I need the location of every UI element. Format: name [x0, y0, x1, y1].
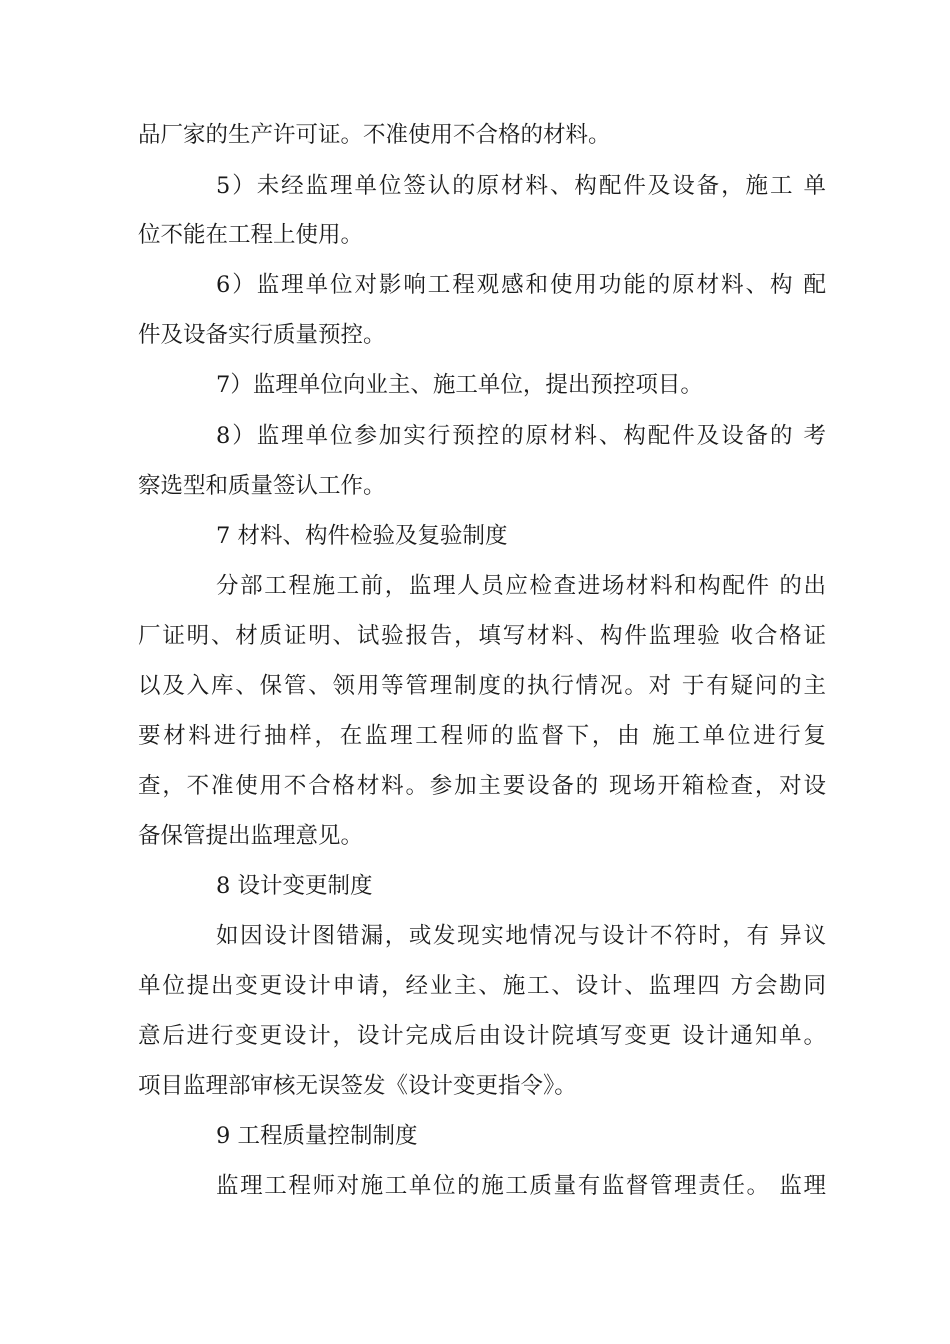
body-text-line: 品厂家的生产许可证。不准使用不合格的材料。 — [138, 122, 611, 148]
section-heading-7: 7 材料、构件检验及复验制度 — [216, 523, 508, 549]
list-item-7-line: 7）监理单位向业主、施工单位，提出预控项目。 — [216, 372, 703, 398]
section-heading-8: 8 设计变更制度 — [216, 873, 373, 899]
body-text-line: 厂证明、材质证明、试验报告，填写材料、构件监理验 收合格证 — [138, 623, 826, 649]
body-text-line: 查，不准使用不合格材料。参加主要设备的 现场开箱检查，对设 — [138, 773, 826, 799]
list-item-6-line: 6）监理单位对影响工程观感和使用功能的原材料、构 配 — [216, 272, 826, 298]
list-item-6-line: 件及设备实行质量预控。 — [138, 322, 386, 348]
body-text-line: 要材料进行抽样，在监理工程师的监督下，由 施工单位进行复 — [138, 723, 826, 749]
body-text-line: 单位提出变更设计申请，经业主、施工、设计、监理四 方会勘同 — [138, 973, 826, 999]
list-item-5-line: 位不能在工程上使用。 — [138, 222, 364, 248]
body-text-line: 备保管提出监理意见。 — [138, 823, 364, 849]
body-text-line: 如因设计图错漏，或发现实地情况与设计不符时，有 异议 — [216, 923, 826, 949]
list-item-5-line: 5）未经监理单位签认的原材料、构配件及设备，施工 单 — [216, 173, 826, 199]
list-item-8-line: 8）监理单位参加实行预控的原材料、构配件及设备的 考 — [216, 423, 826, 449]
body-text-line: 项目监理部审核无误签发《设计变更指令》。 — [138, 1073, 577, 1099]
body-text-line: 以及入库、保管、领用等管理制度的执行情况。对 于有疑问的主 — [138, 673, 826, 699]
body-text-line: 监理工程师对施工单位的施工质量有监督管理责任。 监理 — [216, 1173, 826, 1199]
body-text-line: 分部工程施工前，监理人员应检查进场材料和构配件 的出 — [216, 573, 826, 599]
list-item-8-line: 察选型和质量签认工作。 — [138, 473, 386, 499]
section-heading-9: 9 工程质量控制制度 — [216, 1123, 418, 1149]
body-text-line: 意后进行变更设计，设计完成后由设计院填写变更 设计通知单。 — [138, 1023, 826, 1049]
